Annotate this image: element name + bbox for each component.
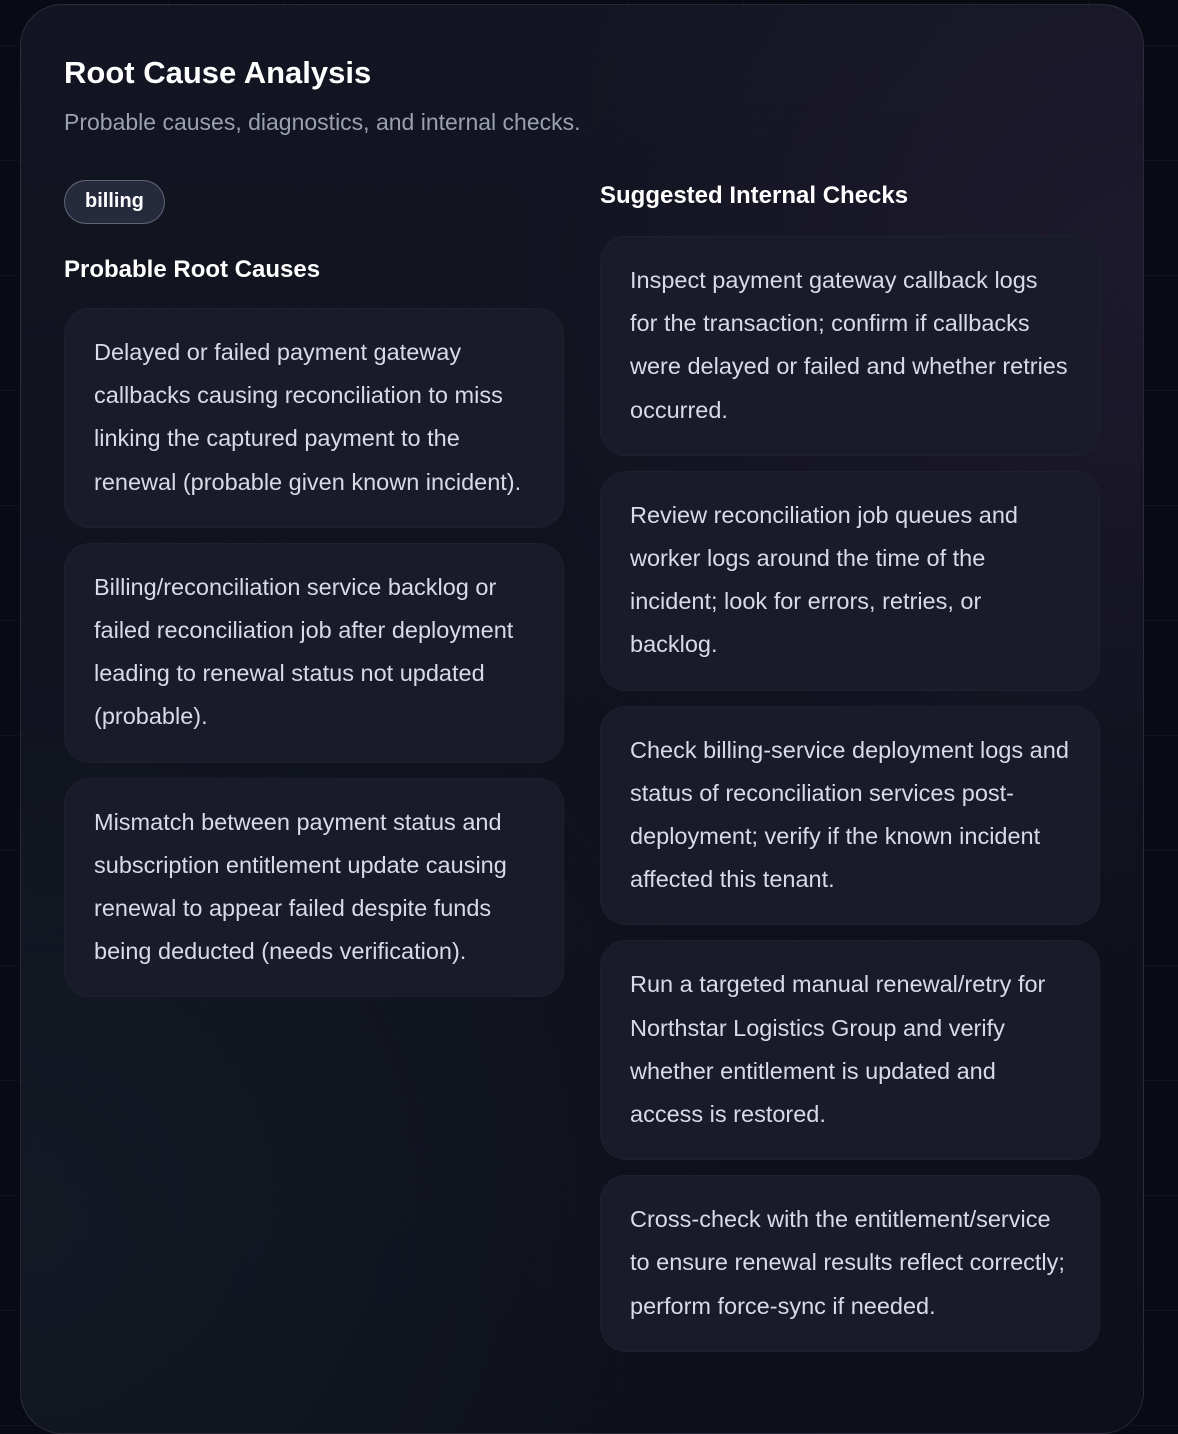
root-causes-list <box>64 308 564 997</box>
internal-check-card: Check billing-service deployment logs and status of reconciliation services post-deployment; verify if the known incident affected this tenant. <box>600 706 1100 926</box>
root-cause-card: Billing/reconciliation service backlog or failed reconciliation job after deployment leading to renewal status not updated (probable). <box>64 543 564 763</box>
root-cause-analysis-panel <box>20 4 1144 1434</box>
internal-checks-list <box>600 236 1100 1352</box>
panel-subtitle: Probable causes, diagnostics, and internal checks. <box>64 109 581 135</box>
root-causes-column <box>64 180 564 1367</box>
category-badge: billing <box>64 180 165 224</box>
internal-checks-heading: Suggested Internal Checks <box>600 182 909 209</box>
root-causes-heading: Probable Root Causes <box>64 256 321 283</box>
internal-check-card: Run a targeted manual renewal/retry for Northstar Logistics Group and verify whether entitlement is updated and access is restored. <box>600 940 1100 1160</box>
root-cause-card: Delayed or failed payment gateway callbacks causing reconciliation to miss linking the captured payment to the renewal (probable given known incident). <box>64 308 564 528</box>
internal-check-card: Inspect payment gateway callback logs for the transaction; confirm if callbacks were delayed or failed and whether retries occurred. <box>600 236 1100 456</box>
columns <box>64 180 1100 1367</box>
root-cause-card: Mismatch between payment status and subscription entitlement update causing renewal to appear failed despite funds being deducted (needs verification). <box>64 778 564 998</box>
panel-title: Root Cause Analysis <box>64 55 372 90</box>
internal-check-card: Review reconciliation job queues and worker logs around the time of the incident; look for errors, retries, or backlog. <box>600 471 1100 691</box>
internal-check-card: Cross-check with the entitlement/service to ensure renewal results reflect correctly; perform force-sync if needed. <box>600 1175 1100 1352</box>
internal-checks-column <box>600 180 1100 1367</box>
